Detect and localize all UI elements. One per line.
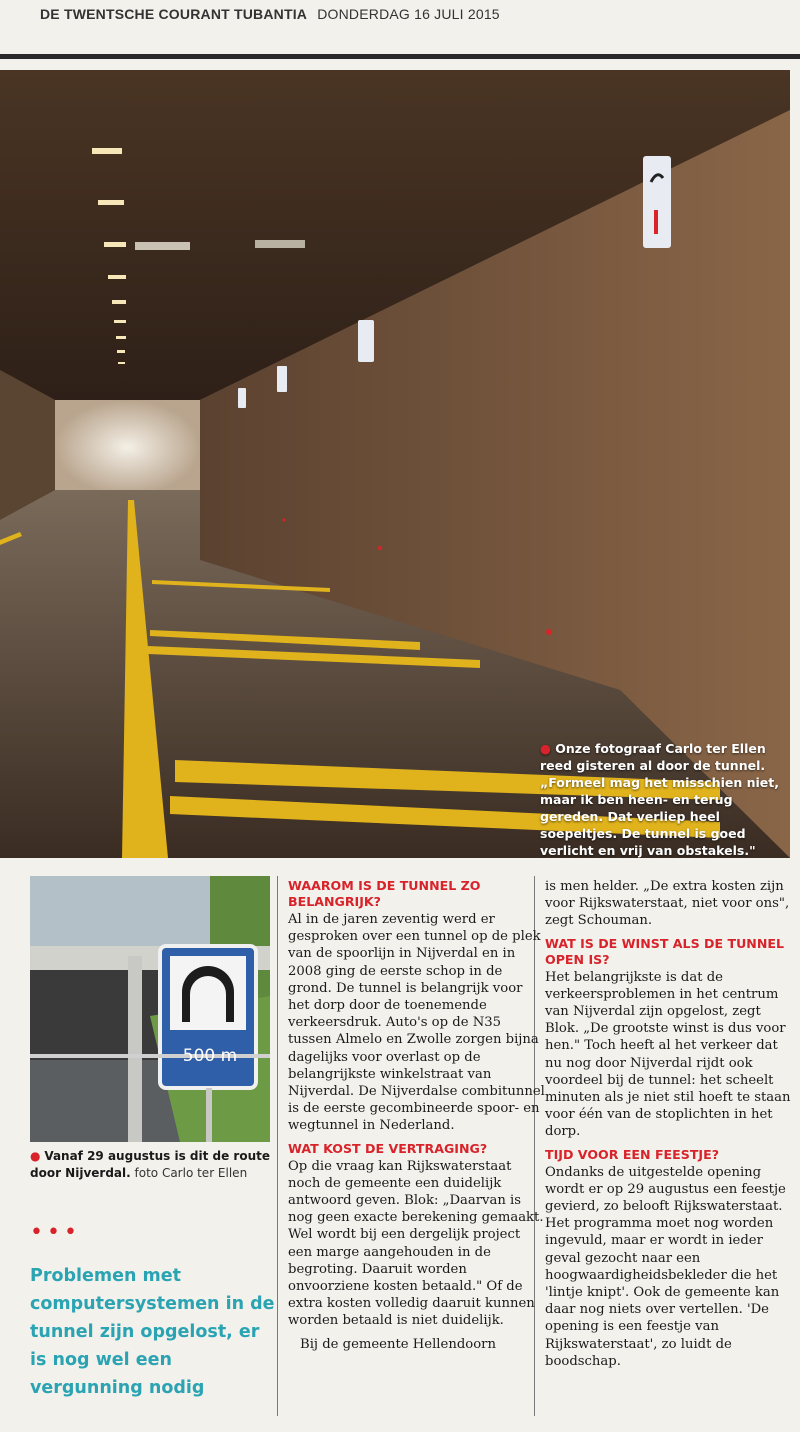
bullet-icon: ● <box>30 1149 41 1163</box>
section-heading: WAT IS DE WINST ALS DE TUNNEL OPEN IS? <box>545 935 785 967</box>
tunnel-photo <box>0 70 790 858</box>
section-heading: WAT KOST DE VERTRAGING? <box>288 1140 488 1156</box>
newspaper-name: DE TWENTSCHE COURANT TUBANTIA <box>40 6 308 22</box>
sign-photo <box>30 876 270 1142</box>
header-rule <box>0 54 800 59</box>
section-body: Ondanks de uitgestelde opening wordt er op 29 augustus een feestje gevierd, zo belooft Rijkswaterstaat. Het programma moet nog worden ingevuld, maar er wordt in ieder geval gezocht naar een hoogwaardigheidsbekleder die het 'lintje knipt'. Ook de gemeente kan daar nog niets over vertellen. 'De opening is een feestje van Rijkswaterstaat', zo luidt de boodschap. <box>545 1164 786 1369</box>
main-photo-caption: ● Onze fotograaf Carlo ter Ellen reed gisteren al door de tunnel. „Formeel mag het misschien niet, maar ik ben heen- en terug gereden. Dat verliep heel soepeltjes. De tunnel is goed verlicht en vrij van obstakels." <box>540 741 779 858</box>
sign-distance-label: 500 m <box>182 1046 238 1066</box>
pullquote-dots: ••• <box>30 1220 81 1245</box>
section-body: is men helder. „De extra kosten zijn voor Rijkswaterstaat, niet voor ons", zegt Schouman. <box>545 879 790 929</box>
masthead <box>40 6 790 28</box>
section-heading: TIJD VOOR EEN FEESTJE? <box>545 1146 720 1162</box>
article-column-2 <box>545 878 797 1376</box>
column-divider <box>277 876 278 1416</box>
sign-illustration <box>30 876 270 1142</box>
section-heading: WAAROM IS DE TUNNEL ZO BELANGRIJK? <box>288 878 481 909</box>
bullet-icon: ● <box>540 741 551 756</box>
section-body: Op die vraag kan Rijkswaterstaat noch de gemeente een duidelijk antwoord geven. Blok: „Daarvan is nog geen exacte berekening gemaakt. Wel wordt bij een dergelijk project een marge aangehouden in de begroting. Daaruit worden onvoorziene kosten betaald." Of de extra kosten volledig daaruit kunnen worden betaald is niet duidelijk. <box>288 1158 544 1329</box>
sign-photo-caption: ● Vanaf 29 augustus is dit de route door Nijverdal. foto Carlo ter Ellen <box>30 1149 271 1180</box>
section-body: Het belangrijkste is dat de verkeersproblemen in het centrum van Nijverdal zijn opgelost, zegt Blok. „De grootste winst is dus voor hen." Toch heeft al het verkeer dat nu nog door Nijverdal rijdt ook voordeel bij de tunnel: het scheelt minuten als je niet stil hoeft te staan voor één van de stoplichten in het dorp. <box>545 969 791 1140</box>
pullquote: Problemen met computersystemen in de tunnel zijn opgelost, er is nog wel een vergunning nodig <box>30 1266 275 1398</box>
section-body: Bij de gemeente Hellendoorn <box>300 1336 496 1352</box>
issue-date: DONDERDAG 16 JULI 2015 <box>317 6 500 22</box>
section-body: Al in de jaren zeventig werd er gesproken over een tunnel op de plek van de spoorlijn in Nijverdal en in 2008 ging de eerste schop in de grond. De tunnel is belangrijk voor het dorp door de toenemende verkeersdruk. Auto's op de N35 tussen Almelo en Zwolle zorgen bijna dagelijks voor overlast op de belangrijkste winkelstraat van Nijverdal. De Nijverdalse combitunnel is de eerste gecombineerde spoor- en wegtunnel in Nederland. <box>288 912 545 1134</box>
article-column-1 <box>288 878 546 1359</box>
